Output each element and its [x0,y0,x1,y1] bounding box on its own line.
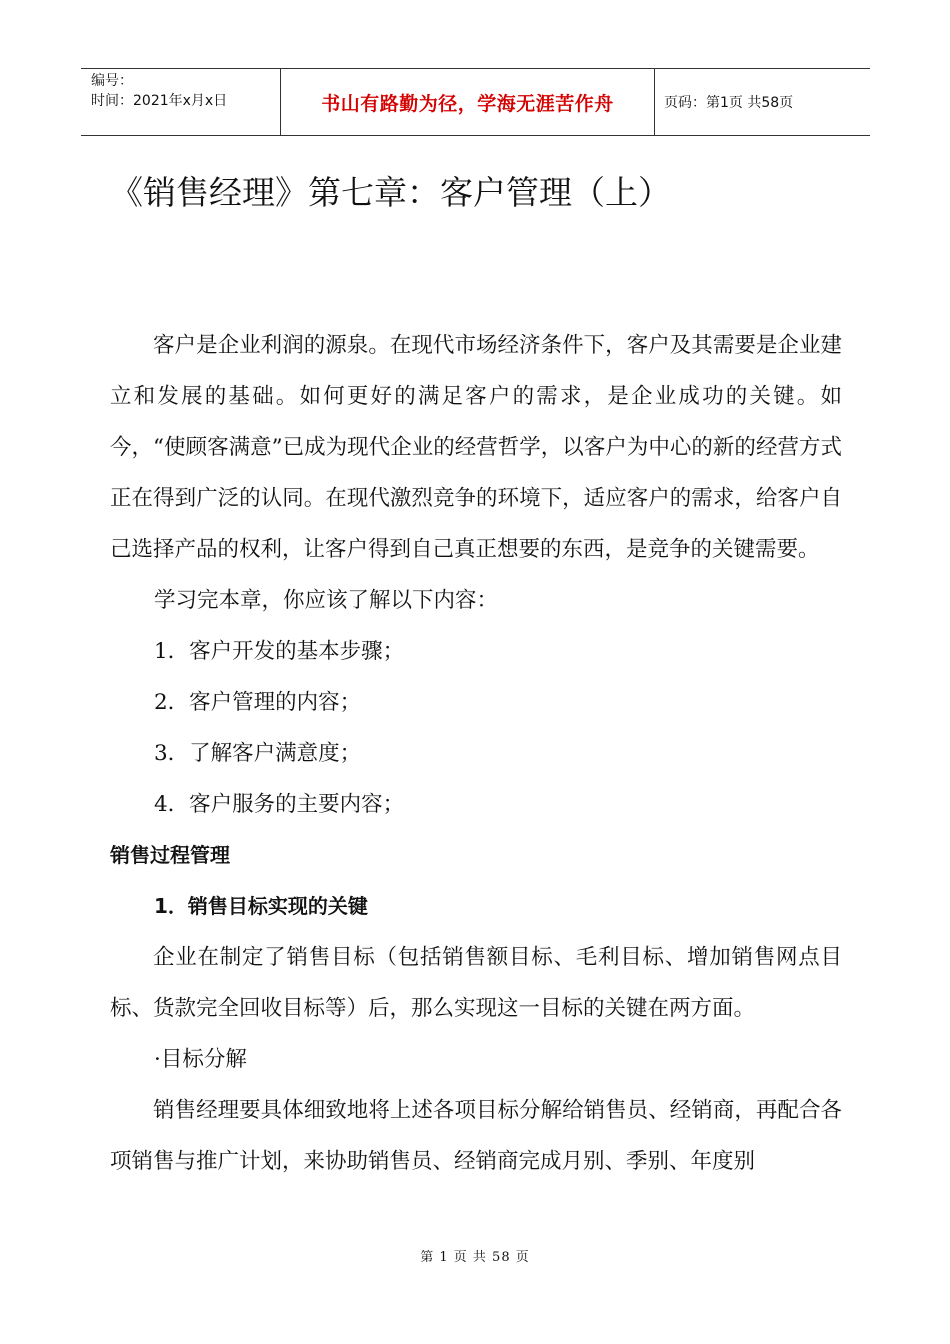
date-label: 时间：2021年x月x日 [91,93,228,109]
document-title: 《销售经理》第七章：客户管理（上） [110,173,671,212]
bullet-paragraph: 销售经理要具体细致地将上述各项目标分解给销售员、经销商，再配合各项销售与推广计划，来协助销售员、经销商完成月别、季别、年度别 [110,1098,842,1174]
learn-item-3: 3．了解客户满意度； [154,741,362,766]
section-heading: 销售过程管理 [110,843,230,867]
subsection-paragraph: 企业在制定了销售目标（包括销售额目标、毛利目标、增加销售网点目标、货款完全回收目标等）后，那么实现这一目标的关键在两方面。 [110,945,842,1021]
header-motto: 书山有路勤为径，学海无涯苦作舟 [281,69,655,135]
subsection-heading: 1．销售目标实现的关键 [154,894,368,918]
intro-paragraph: 客户是企业利润的源泉。在现代市场经济条件下，客户及其需要是企业建立和发展的基础。如何更好的满足客户的需求，是企业成功的关键。如今，“使顾客满意”已成为现代企业的经营哲学，以客户为中心的新的经营方式正在得到广泛的认同。在现代激烈竞争的环境下，适应客户的需求，给客户自己选择产品的权利，让客户得到自己真正想要的东西，是竞争的关键需要。 [110,333,842,562]
header-page-info: 页码：第1页 共58页 [664,95,794,111]
page-header [81,68,870,136]
learn-intro: 学习完本章，你应该了解以下内容： [154,588,499,613]
header-meta [81,69,281,135]
document-body [110,320,842,1187]
learn-item-1: 1．客户开发的基本步骤； [154,639,405,664]
learn-item-2: 2．客户管理的内容； [154,690,362,715]
page-footer: 第 1 页 共 58 页 [420,1250,530,1265]
number-label: 编号： [91,73,133,89]
bullet-heading: ·目标分解 [154,1047,247,1072]
learn-item-4: 4．客户服务的主要内容； [154,792,405,817]
